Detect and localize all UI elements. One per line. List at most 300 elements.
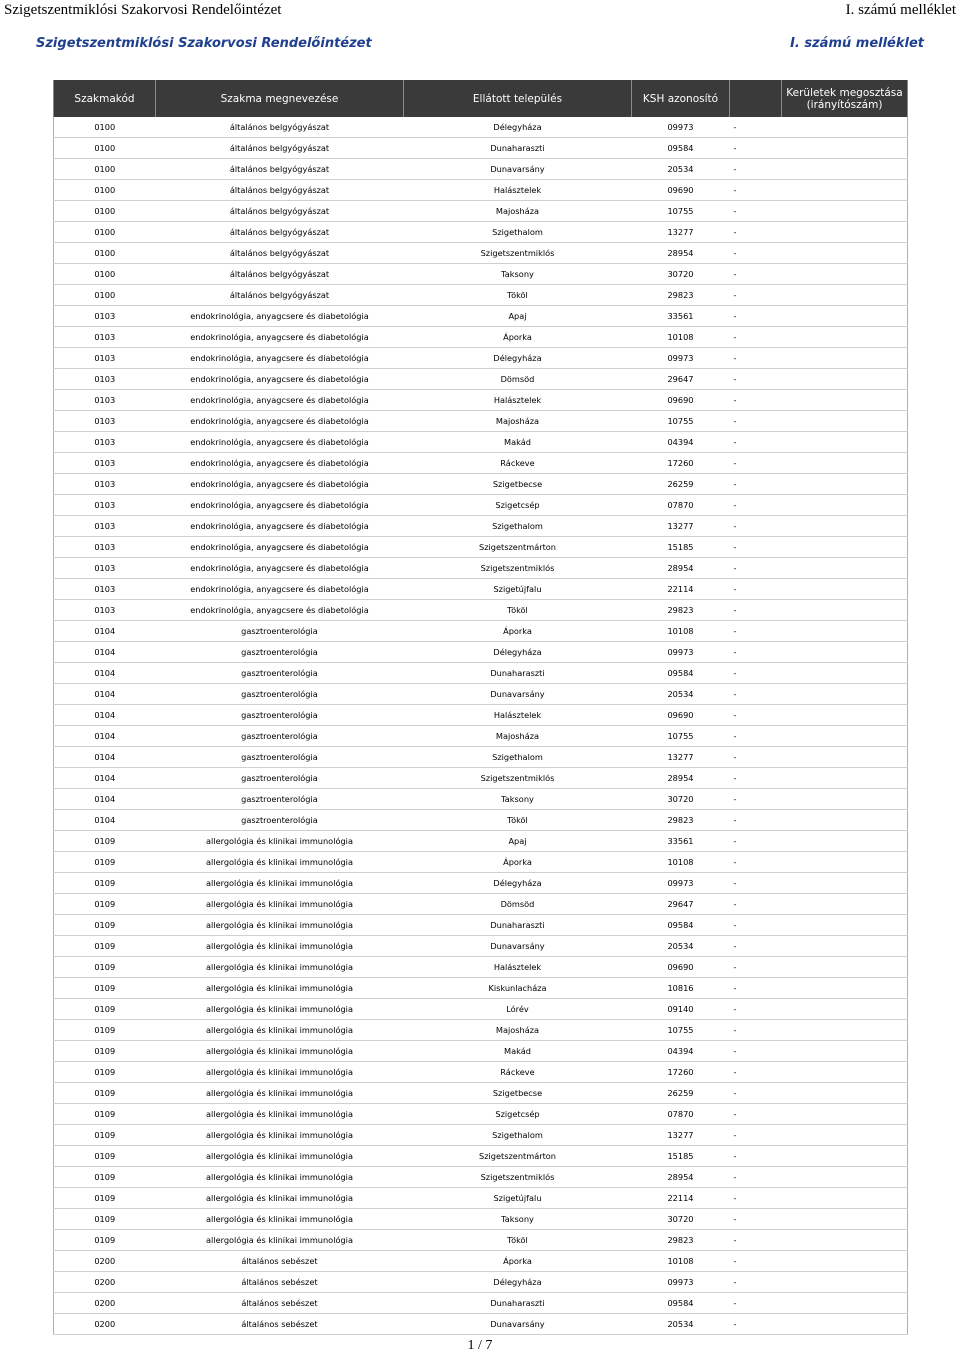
cell-ksh: 09690 (632, 180, 730, 201)
cell-keruletek: - (730, 369, 782, 390)
cell-telepules: Szigethalom (404, 747, 632, 768)
cell-keruletek: - (730, 1104, 782, 1125)
cell-szakmakod: 0103 (54, 600, 156, 621)
cell-szakma: gasztroenterológia (156, 621, 404, 642)
cell-szakmakod: 0103 (54, 390, 156, 411)
table-row (54, 936, 908, 957)
cell-keruletek: - (730, 1146, 782, 1167)
table-row (54, 1251, 908, 1272)
cell-ksh: 09973 (632, 873, 730, 894)
cell-szakma: gasztroenterológia (156, 747, 404, 768)
cell-szakma: általános sebészet (156, 1293, 404, 1314)
table-row (54, 285, 908, 306)
cell-telepules: Apaj (404, 831, 632, 852)
cell-empty (782, 369, 908, 390)
cell-keruletek: - (730, 831, 782, 852)
cell-empty (782, 936, 908, 957)
cell-telepules: Szigetszentmárton (404, 1146, 632, 1167)
table-row (54, 642, 908, 663)
cell-keruletek: - (730, 789, 782, 810)
cell-telepules: Áporka (404, 621, 632, 642)
cell-ksh: 29823 (632, 600, 730, 621)
cell-keruletek: - (730, 222, 782, 243)
cell-szakma: endokrinológia, anyagcsere és diabetológia (156, 558, 404, 579)
cell-szakma: gasztroenterológia (156, 726, 404, 747)
cell-szakmakod: 0109 (54, 1146, 156, 1167)
table-row (54, 831, 908, 852)
cell-szakma: endokrinológia, anyagcsere és diabetológia (156, 327, 404, 348)
cell-telepules: Dunavarsány (404, 1314, 632, 1335)
cell-empty (782, 684, 908, 705)
cell-keruletek: - (730, 894, 782, 915)
cell-ksh: 20534 (632, 684, 730, 705)
pdf-title: Szigetszentmiklósi Szakorvosi Rendelőintézet (4, 2, 282, 18)
cell-szakma: allergológia és klinikai immunológia (156, 1167, 404, 1188)
cell-szakma: gasztroenterológia (156, 642, 404, 663)
cell-szakmakod: 0100 (54, 222, 156, 243)
cell-ksh: 09140 (632, 999, 730, 1020)
document-header (0, 34, 960, 56)
table-row (54, 453, 908, 474)
cell-ksh: 28954 (632, 243, 730, 264)
cell-keruletek: - (730, 117, 782, 138)
cell-ksh: 09584 (632, 138, 730, 159)
cell-empty (782, 810, 908, 831)
table-row (54, 390, 908, 411)
cell-keruletek: - (730, 1083, 782, 1104)
cell-telepules: Szigetbecse (404, 1083, 632, 1104)
cell-empty (782, 1146, 908, 1167)
cell-ksh: 13277 (632, 516, 730, 537)
cell-empty (782, 1041, 908, 1062)
cell-keruletek: - (730, 1272, 782, 1293)
cell-telepules: Áporka (404, 327, 632, 348)
cell-ksh: 09584 (632, 1293, 730, 1314)
cell-ksh: 10108 (632, 852, 730, 873)
cell-telepules: Szigetbecse (404, 474, 632, 495)
cell-szakma: általános belgyógyászat (156, 159, 404, 180)
cell-keruletek: - (730, 1314, 782, 1335)
cell-empty (782, 432, 908, 453)
cell-ksh: 10108 (632, 621, 730, 642)
cell-szakmakod: 0109 (54, 957, 156, 978)
cell-keruletek: - (730, 348, 782, 369)
cell-szakmakod: 0109 (54, 1188, 156, 1209)
cell-empty (782, 1188, 908, 1209)
cell-telepules: Tököl (404, 285, 632, 306)
cell-empty (782, 117, 908, 138)
cell-keruletek: - (730, 1020, 782, 1041)
cell-telepules: Szigetcsép (404, 495, 632, 516)
cell-empty (782, 138, 908, 159)
cell-ksh: 30720 (632, 789, 730, 810)
cell-ksh: 10755 (632, 1020, 730, 1041)
cell-empty (782, 978, 908, 999)
cell-empty (782, 264, 908, 285)
cell-empty (782, 726, 908, 747)
cell-empty (782, 453, 908, 474)
cell-empty (782, 1125, 908, 1146)
cell-szakmakod: 0109 (54, 831, 156, 852)
cell-telepules: Tököl (404, 600, 632, 621)
table-row (54, 789, 908, 810)
cell-szakmakod: 0100 (54, 201, 156, 222)
cell-empty (782, 390, 908, 411)
cell-empty (782, 831, 908, 852)
cell-telepules: Dunavarsány (404, 159, 632, 180)
cell-keruletek: - (730, 852, 782, 873)
cell-szakma: általános belgyógyászat (156, 201, 404, 222)
cell-empty (782, 1230, 908, 1251)
cell-empty (782, 579, 908, 600)
cell-szakmakod: 0103 (54, 369, 156, 390)
cell-keruletek: - (730, 726, 782, 747)
cell-szakmakod: 0109 (54, 873, 156, 894)
table-row (54, 1062, 908, 1083)
table-row (54, 306, 908, 327)
table-row (54, 1083, 908, 1104)
cell-empty (782, 894, 908, 915)
table-row (54, 537, 908, 558)
cell-ksh: 29647 (632, 894, 730, 915)
cell-szakmakod: 0103 (54, 327, 156, 348)
cell-empty (782, 285, 908, 306)
cell-empty (782, 747, 908, 768)
cell-szakmakod: 0109 (54, 894, 156, 915)
cell-telepules: Halásztelek (404, 705, 632, 726)
cell-ksh: 15185 (632, 1146, 730, 1167)
page-number: 1 / 7 (467, 1338, 493, 1353)
cell-keruletek: - (730, 306, 782, 327)
cell-ksh: 17260 (632, 1062, 730, 1083)
cell-szakmakod: 0104 (54, 705, 156, 726)
cell-szakma: endokrinológia, anyagcsere és diabetológia (156, 306, 404, 327)
cell-keruletek: - (730, 936, 782, 957)
cell-keruletek: - (730, 579, 782, 600)
cell-telepules: Ráckeve (404, 453, 632, 474)
cell-szakma: gasztroenterológia (156, 684, 404, 705)
cell-szakma: allergológia és klinikai immunológia (156, 1209, 404, 1230)
table-row (54, 747, 908, 768)
cell-keruletek: - (730, 495, 782, 516)
cell-empty (782, 180, 908, 201)
table-row (54, 600, 908, 621)
cell-szakmakod: 0109 (54, 1167, 156, 1188)
cell-telepules: Majosháza (404, 726, 632, 747)
table-row (54, 894, 908, 915)
table-row (54, 201, 908, 222)
cell-szakma: allergológia és klinikai immunológia (156, 1188, 404, 1209)
cell-szakmakod: 0100 (54, 159, 156, 180)
cell-szakma: gasztroenterológia (156, 705, 404, 726)
column-header-blank (730, 80, 782, 117)
cell-empty (782, 873, 908, 894)
cell-szakmakod: 0104 (54, 684, 156, 705)
cell-szakma: endokrinológia, anyagcsere és diabetológia (156, 537, 404, 558)
cell-empty (782, 222, 908, 243)
cell-szakma: allergológia és klinikai immunológia (156, 1062, 404, 1083)
cell-ksh: 09690 (632, 705, 730, 726)
cell-szakma: allergológia és klinikai immunológia (156, 1104, 404, 1125)
cell-keruletek: - (730, 1209, 782, 1230)
cell-empty (782, 201, 908, 222)
cell-telepules: Dömsöd (404, 369, 632, 390)
cell-szakma: allergológia és klinikai immunológia (156, 1083, 404, 1104)
cell-empty (782, 768, 908, 789)
cell-ksh: 20534 (632, 159, 730, 180)
cell-telepules: Dunaharaszti (404, 915, 632, 936)
cell-empty (782, 852, 908, 873)
cell-keruletek: - (730, 1230, 782, 1251)
cell-keruletek: - (730, 768, 782, 789)
table-header-row (54, 80, 908, 117)
table-row (54, 915, 908, 936)
table-row (54, 1314, 908, 1335)
cell-szakma: allergológia és klinikai immunológia (156, 915, 404, 936)
cell-ksh: 09973 (632, 348, 730, 369)
cell-szakmakod: 0200 (54, 1314, 156, 1335)
cell-szakmakod: 0103 (54, 411, 156, 432)
cell-szakmakod: 0104 (54, 642, 156, 663)
cell-telepules: Tököl (404, 810, 632, 831)
cell-empty (782, 957, 908, 978)
cell-keruletek: - (730, 978, 782, 999)
cell-szakmakod: 0109 (54, 915, 156, 936)
cell-ksh: 09584 (632, 915, 730, 936)
cell-szakmakod: 0104 (54, 789, 156, 810)
cell-telepules: Makád (404, 1041, 632, 1062)
cell-telepules: Taksony (404, 264, 632, 285)
cell-telepules: Majosháza (404, 201, 632, 222)
cell-ksh: 07870 (632, 495, 730, 516)
cell-empty (782, 1251, 908, 1272)
cell-keruletek: - (730, 999, 782, 1020)
cell-keruletek: - (730, 1167, 782, 1188)
table-row (54, 1188, 908, 1209)
column-header-szakmakod: Szakmakód (54, 80, 156, 117)
table-row (54, 138, 908, 159)
cell-ksh: 04394 (632, 1041, 730, 1062)
cell-telepules: Dunaharaszti (404, 663, 632, 684)
cell-szakma: endokrinológia, anyagcsere és diabetológia (156, 600, 404, 621)
cell-keruletek: - (730, 411, 782, 432)
table-row (54, 768, 908, 789)
cell-telepules: Majosháza (404, 1020, 632, 1041)
cell-telepules: Szigetszentmiklós (404, 768, 632, 789)
cell-empty (782, 516, 908, 537)
cell-keruletek: - (730, 747, 782, 768)
cell-szakma: allergológia és klinikai immunológia (156, 1125, 404, 1146)
cell-szakma: általános sebészet (156, 1251, 404, 1272)
cell-szakma: általános sebészet (156, 1272, 404, 1293)
cell-szakma: általános belgyógyászat (156, 138, 404, 159)
cell-ksh: 29823 (632, 810, 730, 831)
cell-szakma: endokrinológia, anyagcsere és diabetológia (156, 516, 404, 537)
cell-szakmakod: 0103 (54, 579, 156, 600)
cell-keruletek: - (730, 1062, 782, 1083)
cell-ksh: 20534 (632, 936, 730, 957)
cell-szakma: endokrinológia, anyagcsere és diabetológia (156, 579, 404, 600)
cell-szakmakod: 0103 (54, 558, 156, 579)
cell-ksh: 28954 (632, 1167, 730, 1188)
cell-keruletek: - (730, 1293, 782, 1314)
table-row (54, 474, 908, 495)
cell-szakma: allergológia és klinikai immunológia (156, 852, 404, 873)
table-row (54, 810, 908, 831)
table-row (54, 726, 908, 747)
column-header-telepules: Ellátott település (404, 80, 632, 117)
cell-szakmakod: 0104 (54, 810, 156, 831)
cell-szakma: általános belgyógyászat (156, 285, 404, 306)
cell-szakmakod: 0109 (54, 1083, 156, 1104)
cell-szakmakod: 0103 (54, 306, 156, 327)
table-row (54, 495, 908, 516)
cell-ksh: 10108 (632, 327, 730, 348)
cell-keruletek: - (730, 1125, 782, 1146)
cell-empty (782, 915, 908, 936)
cell-keruletek: - (730, 138, 782, 159)
cell-szakma: allergológia és klinikai immunológia (156, 894, 404, 915)
cell-keruletek: - (730, 159, 782, 180)
cell-szakmakod: 0100 (54, 180, 156, 201)
table-row (54, 180, 908, 201)
cell-szakmakod: 0109 (54, 1062, 156, 1083)
cell-keruletek: - (730, 243, 782, 264)
cell-szakma: gasztroenterológia (156, 768, 404, 789)
cell-szakmakod: 0100 (54, 243, 156, 264)
cell-empty (782, 1272, 908, 1293)
header-title: Szigetszentmiklósi Szakorvosi Rendelőintézet (36, 36, 372, 51)
cell-keruletek: - (730, 201, 782, 222)
cell-szakma: allergológia és klinikai immunológia (156, 1041, 404, 1062)
cell-telepules: Szigetszentmiklós (404, 558, 632, 579)
table-row (54, 222, 908, 243)
cell-szakma: endokrinológia, anyagcsere és diabetológia (156, 453, 404, 474)
cell-ksh: 04394 (632, 432, 730, 453)
cell-keruletek: - (730, 474, 782, 495)
cell-szakma: allergológia és klinikai immunológia (156, 873, 404, 894)
assignment-table (53, 80, 908, 1335)
cell-ksh: 29823 (632, 285, 730, 306)
cell-empty (782, 999, 908, 1020)
cell-ksh: 22114 (632, 579, 730, 600)
cell-telepules: Délegyháza (404, 873, 632, 894)
cell-ksh: 29647 (632, 369, 730, 390)
table-row (54, 1041, 908, 1062)
table-row (54, 1272, 908, 1293)
cell-telepules: Dömsöd (404, 894, 632, 915)
cell-telepules: Szigetújfalu (404, 579, 632, 600)
cell-empty (782, 1209, 908, 1230)
cell-ksh: 13277 (632, 747, 730, 768)
cell-szakma: általános sebészet (156, 1314, 404, 1335)
table-row (54, 117, 908, 138)
cell-ksh: 09690 (632, 390, 730, 411)
cell-empty (782, 621, 908, 642)
table-row (54, 1125, 908, 1146)
cell-empty (782, 327, 908, 348)
cell-szakmakod: 0200 (54, 1251, 156, 1272)
cell-ksh: 09973 (632, 117, 730, 138)
table-row (54, 1230, 908, 1251)
cell-szakmakod: 0109 (54, 936, 156, 957)
cell-keruletek: - (730, 873, 782, 894)
cell-empty (782, 495, 908, 516)
cell-telepules: Szigethalom (404, 1125, 632, 1146)
pdf-title-bar (0, 0, 960, 20)
column-header-keruletek: Kerületek megosztása (irányítószám) (782, 80, 908, 117)
cell-telepules: Majosháza (404, 411, 632, 432)
cell-telepules: Dunaharaszti (404, 138, 632, 159)
cell-szakma: allergológia és klinikai immunológia (156, 957, 404, 978)
table-body (54, 117, 908, 1335)
cell-szakmakod: 0200 (54, 1293, 156, 1314)
cell-keruletek: - (730, 264, 782, 285)
cell-empty (782, 537, 908, 558)
cell-ksh: 28954 (632, 768, 730, 789)
cell-szakma: endokrinológia, anyagcsere és diabetológia (156, 474, 404, 495)
table-row (54, 957, 908, 978)
cell-szakmakod: 0103 (54, 432, 156, 453)
cell-keruletek: - (730, 558, 782, 579)
cell-szakmakod: 0109 (54, 1230, 156, 1251)
cell-szakma: gasztroenterológia (156, 810, 404, 831)
cell-ksh: 22114 (632, 1188, 730, 1209)
cell-szakmakod: 0200 (54, 1272, 156, 1293)
table-row (54, 159, 908, 180)
table-row (54, 1167, 908, 1188)
table-row (54, 663, 908, 684)
cell-szakmakod: 0104 (54, 747, 156, 768)
cell-keruletek: - (730, 684, 782, 705)
cell-telepules: Halásztelek (404, 180, 632, 201)
header-annex-label: I. számú melléklet (790, 36, 924, 51)
cell-telepules: Taksony (404, 789, 632, 810)
table-row (54, 243, 908, 264)
table-row (54, 369, 908, 390)
cell-ksh: 33561 (632, 306, 730, 327)
cell-szakmakod: 0103 (54, 537, 156, 558)
cell-ksh: 20534 (632, 1314, 730, 1335)
cell-telepules: Ráckeve (404, 1062, 632, 1083)
cell-telepules: Szigethalom (404, 222, 632, 243)
cell-empty (782, 558, 908, 579)
table-row (54, 579, 908, 600)
cell-szakmakod: 0103 (54, 348, 156, 369)
cell-ksh: 26259 (632, 474, 730, 495)
cell-empty (782, 1083, 908, 1104)
cell-ksh: 33561 (632, 831, 730, 852)
table-row (54, 1293, 908, 1314)
cell-ksh: 10755 (632, 411, 730, 432)
cell-empty (782, 1167, 908, 1188)
table-row (54, 327, 908, 348)
column-header-ksh: KSH azonosító (632, 80, 730, 117)
cell-szakmakod: 0104 (54, 663, 156, 684)
cell-telepules: Áporka (404, 852, 632, 873)
cell-empty (782, 705, 908, 726)
cell-empty (782, 642, 908, 663)
table-row (54, 558, 908, 579)
cell-szakmakod: 0109 (54, 978, 156, 999)
table-row (54, 348, 908, 369)
cell-szakmakod: 0104 (54, 726, 156, 747)
pdf-title-right: I. számú melléklet (845, 2, 956, 18)
cell-empty (782, 663, 908, 684)
cell-keruletek: - (730, 432, 782, 453)
cell-telepules: Délegyháza (404, 642, 632, 663)
cell-szakmakod: 0109 (54, 1125, 156, 1146)
